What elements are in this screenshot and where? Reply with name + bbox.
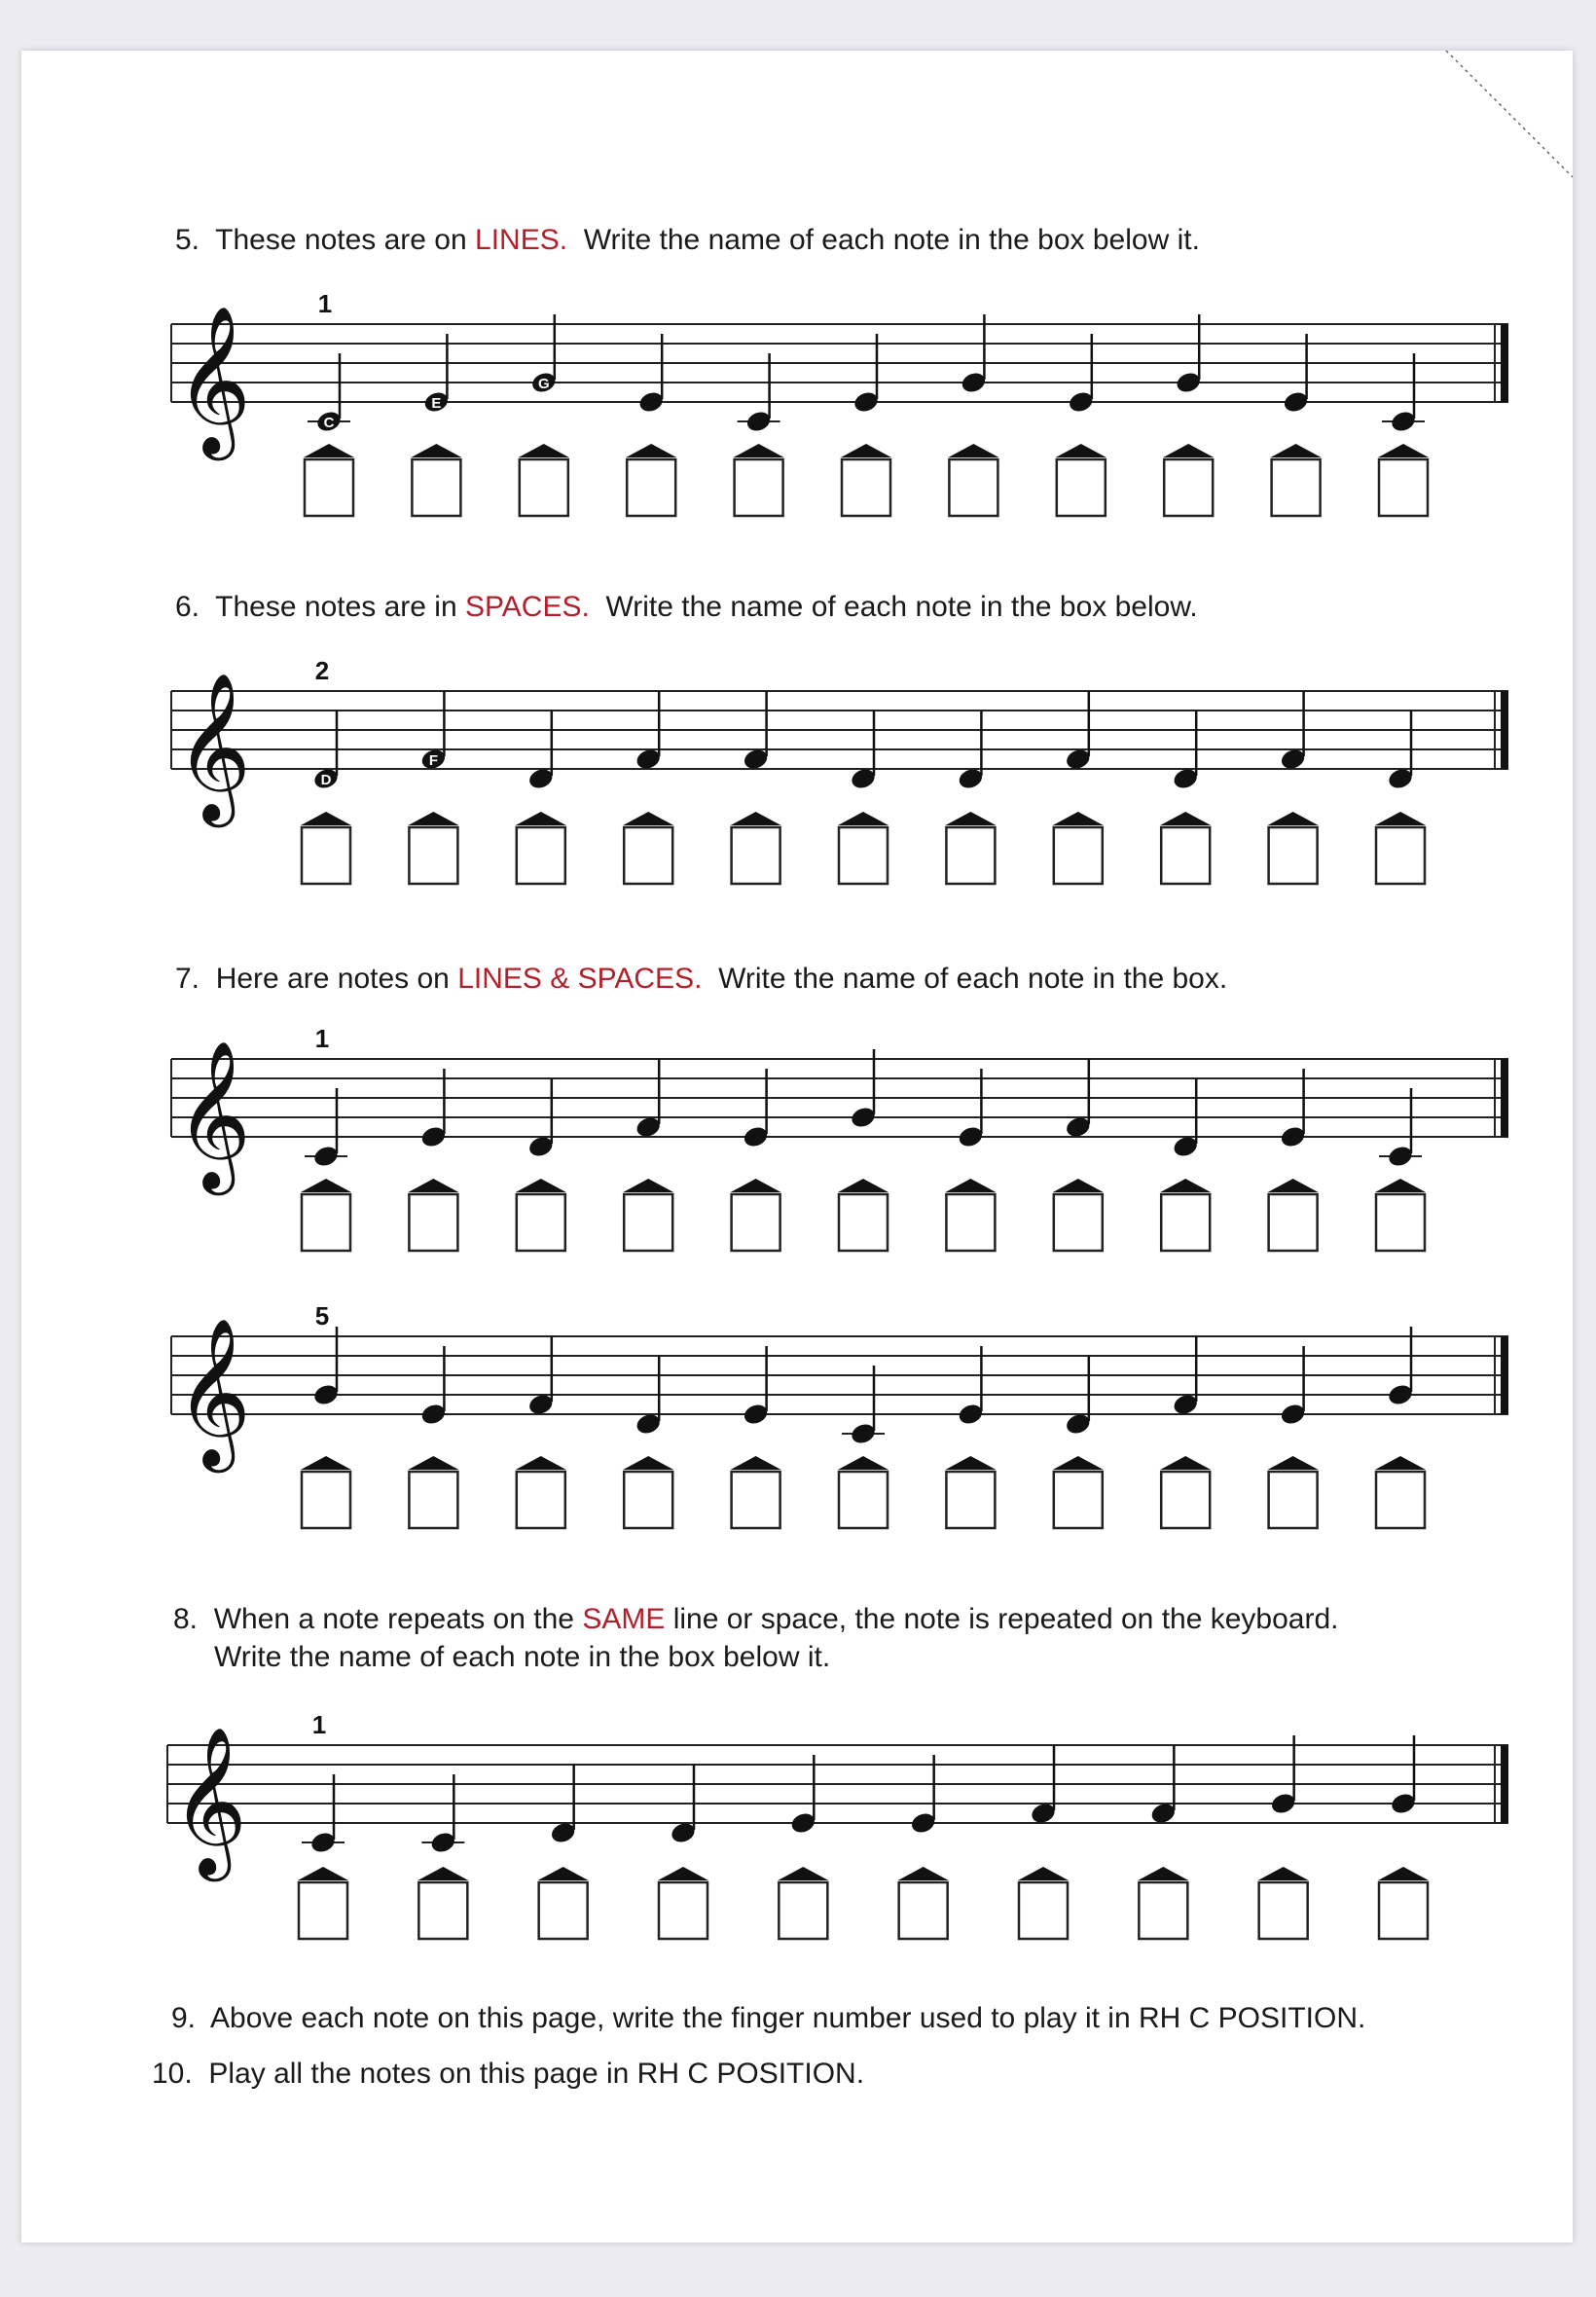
answer-box[interactable] — [418, 1882, 467, 1939]
note — [838, 1366, 889, 1528]
note — [945, 711, 996, 884]
answer-box-roof — [623, 812, 673, 825]
answer-box-roof — [1271, 444, 1322, 457]
answer-box-roof — [1378, 1867, 1429, 1880]
note — [658, 1765, 708, 1939]
answer-box-roof — [1056, 444, 1106, 457]
note — [1375, 1327, 1426, 1528]
note — [301, 711, 351, 884]
note — [408, 691, 458, 884]
note — [838, 711, 889, 884]
answer-box[interactable] — [1161, 827, 1210, 884]
note — [1268, 1069, 1319, 1251]
answer-box-roof — [838, 812, 889, 825]
answer-box[interactable] — [517, 1472, 565, 1528]
answer-box-roof — [1258, 1867, 1309, 1880]
answer-box-roof — [945, 1456, 996, 1470]
staff-exercise-5 — [171, 289, 1508, 516]
answer-box-roof — [731, 1456, 781, 1470]
note — [304, 353, 354, 516]
answer-box[interactable] — [946, 1472, 995, 1528]
note — [1271, 334, 1322, 516]
instruction-text: These notes are in — [215, 591, 457, 623]
answer-box[interactable] — [1376, 1472, 1425, 1528]
note — [778, 1755, 828, 1939]
note — [538, 1765, 589, 1939]
note-head-label: E — [431, 395, 442, 412]
note — [626, 334, 676, 516]
instruction-text: Here are notes on — [215, 963, 450, 995]
treble-clef-icon: 𝄞 — [175, 1317, 252, 1467]
answer-box[interactable] — [1054, 827, 1103, 884]
instruction-text: Above each note on this page, write the finger number used to play it in RH C POSITION. — [210, 2002, 1366, 2034]
finger-number: 5 — [314, 1301, 330, 1331]
answer-box[interactable] — [1379, 1882, 1428, 1939]
exercise-number: 8. — [173, 1603, 199, 1635]
answer-box[interactable] — [409, 1194, 457, 1251]
answer-box-roof — [626, 444, 676, 457]
answer-box[interactable] — [627, 459, 675, 516]
note — [1163, 314, 1214, 516]
answer-box-roof — [898, 1867, 949, 1880]
answer-box[interactable] — [624, 1194, 672, 1251]
instruction-text: When a note repeats on the — [213, 1603, 574, 1635]
answer-box-roof — [734, 444, 784, 457]
answer-box[interactable] — [1164, 459, 1213, 516]
answer-box-roof — [304, 444, 354, 457]
note — [408, 1346, 458, 1528]
answer-box[interactable] — [732, 1472, 780, 1528]
note — [519, 314, 569, 516]
instruction-text: Write the name of each note in the box below it. — [583, 224, 1200, 256]
answer-box[interactable] — [1054, 1194, 1103, 1251]
note — [945, 1346, 996, 1528]
note — [1268, 691, 1319, 884]
note — [841, 334, 891, 516]
answer-box-roof — [623, 1179, 673, 1192]
answer-box[interactable] — [517, 1194, 565, 1251]
barline-thick — [1501, 1059, 1508, 1137]
answer-box[interactable] — [1379, 459, 1428, 516]
answer-box[interactable] — [732, 1194, 780, 1251]
answer-box[interactable] — [305, 459, 353, 516]
answer-box[interactable] — [1269, 1194, 1318, 1251]
answer-box-roof — [1375, 1179, 1426, 1192]
note — [417, 1774, 468, 1939]
barline-thick — [1501, 1336, 1508, 1414]
instruction-text: Write the name of each note in the box below. — [605, 591, 1198, 623]
finger-number: 1 — [311, 1710, 327, 1739]
answer-box-roof — [1268, 1456, 1319, 1470]
answer-box-roof — [1163, 444, 1214, 457]
note — [516, 1078, 566, 1251]
note — [731, 691, 781, 884]
note — [298, 1774, 348, 1939]
answer-box[interactable] — [946, 827, 995, 884]
note — [898, 1755, 949, 1939]
note — [731, 1346, 781, 1528]
answer-box-roof — [516, 1179, 566, 1192]
answer-box-roof — [731, 1179, 781, 1192]
answer-box[interactable] — [409, 1472, 457, 1528]
answer-box-roof — [948, 444, 998, 457]
answer-box[interactable] — [302, 1472, 350, 1528]
treble-clef-icon: 𝄞 — [171, 1726, 248, 1876]
answer-box[interactable] — [779, 1882, 827, 1939]
note — [623, 691, 673, 884]
answer-box[interactable] — [1057, 459, 1106, 516]
answer-box[interactable] — [659, 1882, 707, 1939]
note — [948, 314, 998, 516]
answer-box[interactable] — [1139, 1882, 1187, 1939]
answer-box-roof — [1375, 812, 1426, 825]
answer-box-roof — [301, 1179, 351, 1192]
note-head-label: C — [323, 415, 335, 431]
answer-box[interactable] — [412, 459, 460, 516]
answer-box[interactable] — [624, 827, 672, 884]
answer-box[interactable] — [1161, 1472, 1210, 1528]
note-head-label: D — [320, 772, 332, 788]
answer-box-roof — [301, 1456, 351, 1470]
note — [1258, 1735, 1309, 1939]
answer-box-roof — [945, 812, 996, 825]
answer-box-roof — [838, 1456, 889, 1470]
answer-box[interactable] — [732, 827, 780, 884]
note — [516, 1336, 566, 1528]
note — [731, 1069, 781, 1251]
note — [1160, 1078, 1211, 1251]
note — [1053, 1356, 1104, 1528]
note — [1160, 1336, 1211, 1528]
staff-exercise-6 — [171, 656, 1508, 884]
answer-box[interactable] — [839, 1194, 888, 1251]
treble-clef-icon: 𝄞 — [175, 672, 252, 821]
answer-box[interactable] — [1376, 1194, 1425, 1251]
answer-box[interactable] — [735, 459, 783, 516]
answer-box[interactable] — [1269, 827, 1318, 884]
instruction-highlight: SAME — [582, 1603, 666, 1635]
finger-number: 2 — [314, 656, 330, 685]
note — [1056, 334, 1106, 516]
note — [301, 1088, 351, 1251]
answer-box-roof — [1053, 1179, 1104, 1192]
answer-box[interactable] — [842, 459, 890, 516]
answer-box[interactable] — [520, 459, 568, 516]
answer-box-roof — [516, 1456, 566, 1470]
note — [734, 353, 784, 516]
answer-box[interactable] — [839, 827, 888, 884]
answer-box-roof — [519, 444, 569, 457]
note — [1375, 1088, 1426, 1251]
note — [301, 1327, 351, 1528]
answer-box[interactable] — [1269, 1472, 1318, 1528]
answer-box[interactable] — [1054, 1472, 1103, 1528]
note — [408, 1069, 458, 1251]
note — [945, 1069, 996, 1251]
answer-box[interactable] — [517, 827, 565, 884]
answer-box[interactable] — [1272, 459, 1321, 516]
staff-exercise-7a — [171, 1024, 1508, 1251]
answer-box-roof — [1053, 1456, 1104, 1470]
staff-exercise-8 — [167, 1710, 1508, 1939]
instruction-highlight: LINES & SPACES. — [457, 963, 703, 995]
instruction-text: Play all the notes on this page in RH C POSITION. — [208, 2058, 865, 2090]
finger-number: 1 — [317, 289, 333, 318]
answer-box-roof — [408, 1179, 458, 1192]
answer-box[interactable] — [1259, 1882, 1308, 1939]
answer-box[interactable] — [1161, 1194, 1210, 1251]
barline-thick — [1501, 691, 1508, 769]
note — [1375, 711, 1426, 884]
answer-box-roof — [658, 1867, 708, 1880]
answer-box-roof — [1160, 812, 1211, 825]
note — [1160, 711, 1211, 884]
note — [1268, 1346, 1319, 1528]
answer-box-roof — [1375, 1456, 1426, 1470]
note — [623, 1356, 673, 1528]
answer-box-roof — [417, 1867, 468, 1880]
answer-box[interactable] — [624, 1472, 672, 1528]
answer-box-roof — [841, 444, 891, 457]
answer-box[interactable] — [539, 1882, 588, 1939]
instruction-highlight: SPACES. — [465, 591, 590, 623]
answer-box[interactable] — [299, 1882, 347, 1939]
barline-thick — [1501, 324, 1508, 402]
note — [1053, 691, 1104, 884]
note-head-label: G — [537, 376, 550, 392]
answer-box[interactable] — [302, 1194, 350, 1251]
answer-box-roof — [838, 1179, 889, 1192]
note — [411, 334, 461, 516]
note — [1138, 1745, 1188, 1939]
answer-box[interactable] — [1019, 1882, 1068, 1939]
answer-box[interactable] — [409, 827, 457, 884]
instruction-text: These notes are on — [215, 224, 467, 256]
exercise-number: 6. — [175, 591, 200, 623]
treble-clef-icon: 𝄞 — [175, 305, 252, 455]
answer-box-roof — [1160, 1456, 1211, 1470]
answer-box-roof — [516, 812, 566, 825]
exercise-number: 7. — [175, 963, 200, 995]
answer-box-roof — [778, 1867, 828, 1880]
note — [838, 1049, 889, 1251]
answer-box-roof — [1053, 812, 1104, 825]
note — [1053, 1059, 1104, 1251]
instruction-text: Write the name of each note in the box. — [718, 963, 1228, 995]
answer-box[interactable] — [302, 827, 350, 884]
staff-exercise-7b — [171, 1301, 1508, 1528]
answer-box-roof — [623, 1456, 673, 1470]
answer-box-roof — [301, 812, 351, 825]
answer-box-roof — [298, 1867, 348, 1880]
barline-thick — [1501, 1745, 1508, 1823]
answer-box-roof — [1160, 1179, 1211, 1192]
answer-box-roof — [731, 812, 781, 825]
exercise-number: 9. — [171, 2002, 197, 2034]
exercise-number: 5. — [175, 224, 200, 256]
answer-box[interactable] — [949, 459, 998, 516]
finger-number: 1 — [314, 1024, 330, 1053]
instruction-highlight: LINES. — [475, 224, 568, 256]
answer-box-roof — [408, 812, 458, 825]
answer-box[interactable] — [946, 1194, 995, 1251]
instruction-text: line or space, the note is repeated on the keyboard. — [672, 1603, 1339, 1635]
answer-box-roof — [408, 1456, 458, 1470]
answer-box-roof — [1268, 812, 1319, 825]
answer-box-roof — [411, 444, 461, 457]
answer-box[interactable] — [1376, 827, 1425, 884]
exercise-number: 10. — [152, 2058, 193, 2090]
answer-box-roof — [538, 1867, 589, 1880]
note — [1018, 1745, 1069, 1939]
note — [623, 1059, 673, 1251]
answer-box-roof — [1268, 1179, 1319, 1192]
answer-box-roof — [1138, 1867, 1188, 1880]
exercise-8-instruction-line2: Write the name of each note in the box below it. — [214, 1641, 831, 1673]
answer-box[interactable] — [839, 1472, 888, 1528]
answer-box[interactable] — [899, 1882, 948, 1939]
treble-clef-icon: 𝄞 — [175, 1039, 252, 1189]
answer-box-roof — [1378, 444, 1429, 457]
answer-box-roof — [1018, 1867, 1069, 1880]
note — [1378, 353, 1429, 516]
answer-box-roof — [945, 1179, 996, 1192]
note — [516, 711, 566, 884]
note-head-label: F — [428, 752, 438, 769]
note — [1378, 1735, 1429, 1939]
